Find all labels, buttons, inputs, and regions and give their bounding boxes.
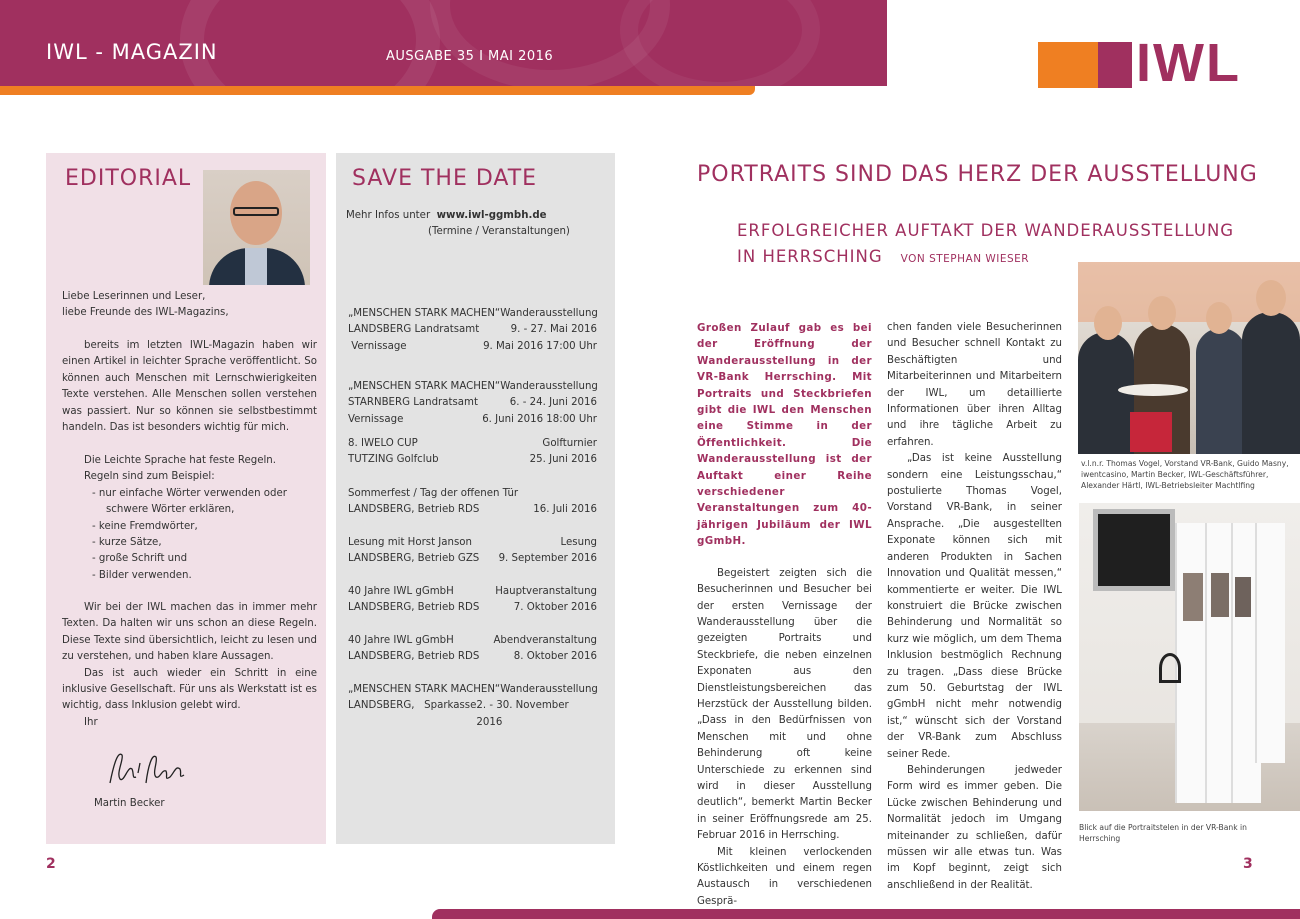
editor-portrait-photo [203, 170, 310, 285]
paragraph-text: Wir bei der IWL machen das in immer mehr Texten. Da halten wir uns schon an diese Regeln. Diese Texte sind übersichtlich, leicht zu lesen und zu verstehen, und haben klare Aussagen. [62, 602, 317, 663]
person-figure [1196, 328, 1246, 454]
rule-item: schwere Wörter erklären, [106, 504, 235, 516]
event-row [348, 698, 597, 731]
event-entry [348, 535, 597, 568]
event-value: 2. - 30. November 2016 [476, 700, 569, 728]
event-value: Abendveranstaltung [493, 635, 597, 646]
editorial-greeting [62, 289, 317, 322]
event-label: LANDSBERG, Betrieb RDS [348, 504, 480, 516]
headphones [1159, 653, 1181, 683]
group-photo [1078, 262, 1300, 454]
event-label: Lesung mit Horst Janson [348, 537, 473, 548]
event-value: 7. Oktober 2016 [513, 602, 597, 614]
event-row [348, 649, 597, 665]
event-value: 16. Juli 2016 [533, 504, 597, 516]
logo-text: IWL [1136, 33, 1241, 93]
header-swirl [180, 0, 440, 86]
footer-bar [432, 909, 1300, 919]
event-row [348, 682, 597, 698]
event-entry [348, 633, 597, 666]
display-box [1130, 412, 1172, 452]
website-link[interactable]: www.iwl-ggmbh.de [436, 210, 547, 221]
event-row [348, 412, 597, 428]
article-paragraph: chen fanden viele Besucherinnen und Besucher schnell Kontakt zu Beschäftigten und Mitarbeiterinnen und Mitarbeitern der IWL, um detaillierte Informationen über ihren Alltag und ihre tägliche Arbeit zu erfahren. [887, 322, 1062, 448]
article-paragraph: Behinderungen jedweder Form wird es immer geben. Die Lücke zwischen Behinderung und Normalität jedoch im Umgang miteinander zu schließen, dafür müssen wir alle etwas tun. Was im Kopf beginnt, zeigt sich anschließend in der Realität. [887, 764, 1062, 891]
event-value: 9. September 2016 [498, 553, 597, 565]
save-the-date-heading: SAVE THE DATE [352, 166, 538, 191]
event-label: Vernissage [348, 340, 407, 352]
event-entry [348, 486, 597, 519]
snack-plate [1118, 384, 1188, 396]
greeting-line: Liebe Leserinnen und Leser, [62, 291, 206, 302]
article-byline: VON STEPHAN WIESER [900, 253, 1030, 265]
stele-portrait [1235, 577, 1251, 617]
article-paragraph: Begeistert zeigten sich die Besucherinnen und Besucher bei der ersten Vernissage der Wanderausstellung über die gezeigten Portraits und Steckbriefe, die neben einzelnen Exponaten aus den Dienstleistungsbereichen das Herzstück der Ausstellung bilden. „Dass in den Bedürfnissen von Menschen mit und ohne Behinderung oft keine Unterschiede zu erkennen sind wird in dieser Ausstellung deutlich“, bemerkt Martin Becker in seiner Eröffnungsrede am 25. Februar 2016 in Herrsching. [697, 567, 872, 842]
rule-item: - kurze Sätze, [92, 537, 162, 549]
page-number-left: 2 [46, 856, 56, 872]
article-column-2 [887, 320, 1062, 894]
person-head [1148, 296, 1176, 330]
article-lead: Großen Zulauf gab es bei der Eröffnung der Wanderausstellung in der VR-Bank Herrsching. Mit Portraits und Steckbriefen gibt die IWL den Menschen eine Stimme in der Öffentlichkeit. Die Wanderausstellung ist der Auftakt einer Reihe verschiedener Veranstaltungen zum 40-jährigen Jubiläum der IWL gGmbH. [697, 322, 872, 548]
article-column-1 [697, 320, 872, 910]
editorial-rules-block [62, 453, 317, 584]
event-label: 40 Jahre IWL gGmbH [348, 586, 454, 597]
event-row [348, 452, 597, 468]
event-label: TUTZING Golfclub [348, 454, 439, 466]
event-row [348, 633, 597, 649]
stele-portrait [1183, 573, 1203, 621]
wall-screen [1093, 509, 1175, 591]
event-row [348, 584, 597, 600]
rules-intro: Die Leichte Sprache hat feste Regeln. [84, 455, 277, 466]
event-label: STARNBERG Landratsamt [348, 397, 478, 409]
header-band [0, 0, 887, 86]
event-row [348, 486, 597, 502]
event-label: „MENSCHEN STARK MACHEN“ [348, 381, 501, 392]
closing-text: Ihr [84, 716, 98, 728]
event-entry [348, 682, 597, 731]
rule-item: - Bilder verwenden. [92, 569, 192, 581]
article-subtitle: ERFOLGREICHER AUFTAKT DER WANDERAUSSTELLUNG IN HERRSCHING [737, 221, 1235, 266]
event-value: Lesung [560, 537, 597, 548]
event-label: 40 Jahre IWL gGmbH [348, 635, 454, 646]
header-accent-bar [0, 86, 755, 95]
portrait-glasses [233, 207, 279, 216]
rule-item: - nur einfache Wörter verwenden oder [92, 487, 287, 499]
event-value: 6. - 24. Juni 2016 [509, 397, 597, 409]
event-entry [348, 584, 597, 617]
event-value: Golfturnier [542, 438, 597, 449]
person-figure [1242, 312, 1300, 454]
editorial-panel [46, 153, 326, 844]
signature-image [104, 743, 194, 793]
paragraph-text: bereits im letzten IWL-Magazin haben wir einen Artikel in leichter Sprache veröffentlicht. So können auch Menschen mit Lernschwierigkeiten Texte verstehen. Alle Menschen sollen verstehen was passiert. Nur so können sie selbstbestimmt handeln. Das ist besonders wichtig für mich. [62, 340, 317, 434]
logo-purple-block [1098, 42, 1132, 88]
event-entry [348, 379, 597, 428]
event-label: Sommerfest / Tag der offenen Tür [348, 488, 519, 499]
info-note: (Termine / Veranstaltungen) [428, 226, 570, 237]
rules-list [84, 486, 317, 584]
event-label: LANDSBERG Landratsamt [348, 324, 480, 336]
event-entry [348, 436, 597, 469]
event-row [348, 379, 597, 395]
iwl-logo [1038, 33, 1256, 93]
event-row [348, 502, 597, 518]
event-label: „MENSCHEN STARK MACHEN“ [348, 684, 501, 695]
issue-label: AUSGABE 35 I MAI 2016 [386, 49, 554, 64]
more-info-block [346, 208, 570, 240]
header-swirl [620, 0, 820, 86]
event-row [348, 551, 597, 567]
event-label: LANDSBERG, Sparkasse [348, 700, 477, 712]
event-label: 8. IWELO CUP [348, 438, 418, 449]
page-number-right: 3 [1243, 856, 1253, 872]
person-head [1094, 306, 1122, 340]
article-paragraph: Mit kleinen verlockenden Köstlichkeiten und einem regen Austausch in verschiedenen Gesprä- [697, 846, 872, 907]
portrait-stele [1255, 523, 1285, 763]
event-value: 8. Oktober 2016 [513, 651, 597, 663]
person-head [1256, 280, 1286, 316]
event-value: Wanderausstellung [500, 684, 598, 695]
editorial-paragraph [62, 338, 317, 436]
photo-caption: Blick auf die Portraitstelen in der VR-Bank in Herrsching [1079, 823, 1247, 843]
event-label: LANDSBERG, Betrieb RDS [348, 602, 480, 614]
event-label: LANDSBERG, Betrieb RDS [348, 651, 480, 663]
event-value: Hauptveranstaltung [495, 586, 597, 597]
event-entry [348, 306, 597, 355]
event-row [348, 600, 597, 616]
rule-item: - keine Fremdwörter, [92, 520, 198, 532]
exhibition-photo [1079, 503, 1300, 811]
person-head [1206, 302, 1232, 334]
event-value: Wanderausstellung [500, 308, 598, 319]
editorial-paragraph [62, 600, 317, 731]
event-label: „MENSCHEN STARK MACHEN“ [348, 308, 501, 319]
event-row [348, 436, 597, 452]
event-value: Wanderausstellung [500, 381, 598, 392]
rule-item: - große Schrift und [92, 553, 188, 565]
article-title: PORTRAITS SIND DAS HERZ DER AUSSTELLUNG [697, 162, 1258, 187]
event-value: 9. - 27. Mai 2016 [510, 324, 597, 336]
signer-name: Martin Becker [94, 798, 165, 809]
event-label: LANDSBERG, Betrieb GZS [348, 553, 480, 565]
event-value: 6. Juni 2016 18:00 Uhr [482, 413, 597, 425]
photo-caption: v.l.n.r. Thomas Vogel, Vorstand VR-Bank, Guido Masny, iwentcasino, Martin Becker, IWL-Geschäftsführer, Alexander Härtl, IWL-Betriebsleiter Machtlfing [1081, 459, 1289, 490]
event-row [348, 339, 597, 355]
editorial-heading: EDITORIAL [65, 166, 192, 191]
info-prefix: Mehr Infos unter [346, 210, 431, 221]
paragraph-text: Das ist auch wieder ein Schritt in eine inklusive Gesellschaft. Für uns als Werkstatt ist es wichtig, dass Inklusion gelebt wird. [62, 667, 317, 712]
greeting-line: liebe Freunde des IWL-Magazins, [62, 307, 229, 319]
event-row [348, 322, 597, 338]
event-row [348, 395, 597, 411]
save-the-date-panel [336, 153, 615, 844]
portrait-shirt [245, 248, 267, 285]
event-label: Vernissage [348, 413, 404, 425]
event-row [348, 535, 597, 551]
event-row [348, 306, 597, 322]
magazine-title: IWL - MAGAZIN [46, 40, 218, 64]
stele-portrait [1211, 573, 1229, 617]
event-value: 25. Juni 2016 [529, 454, 597, 466]
article-paragraph: „Das ist keine Ausstellung sondern eine Leistungsschau,“ postulierte Thomas Vogel, Vorstand VR-Bank, in seiner Ansprache. „Die ausgestellten Exponate können sich mit anderen Produkten in Sachen Innovation und Qualität messen,“ kommentierte er weiter. Die IWL konstruiert die Brücke zwischen Behinderung und Normalität so kurz wie möglich, um dem Thema Inklusion bestmöglich Rechnung zu tragen. „Dass diese Brücke zum 50. Geburtstag der IWL gGmbH nicht mehr notwendig ist,“ wünscht sich der Vorstand der VR-Bank zum Abschluss seiner Rede. [887, 453, 1062, 760]
event-value: 9. Mai 2016 17:00 Uhr [483, 340, 597, 352]
rules-intro: Regeln sind zum Beispiel: [84, 471, 215, 483]
